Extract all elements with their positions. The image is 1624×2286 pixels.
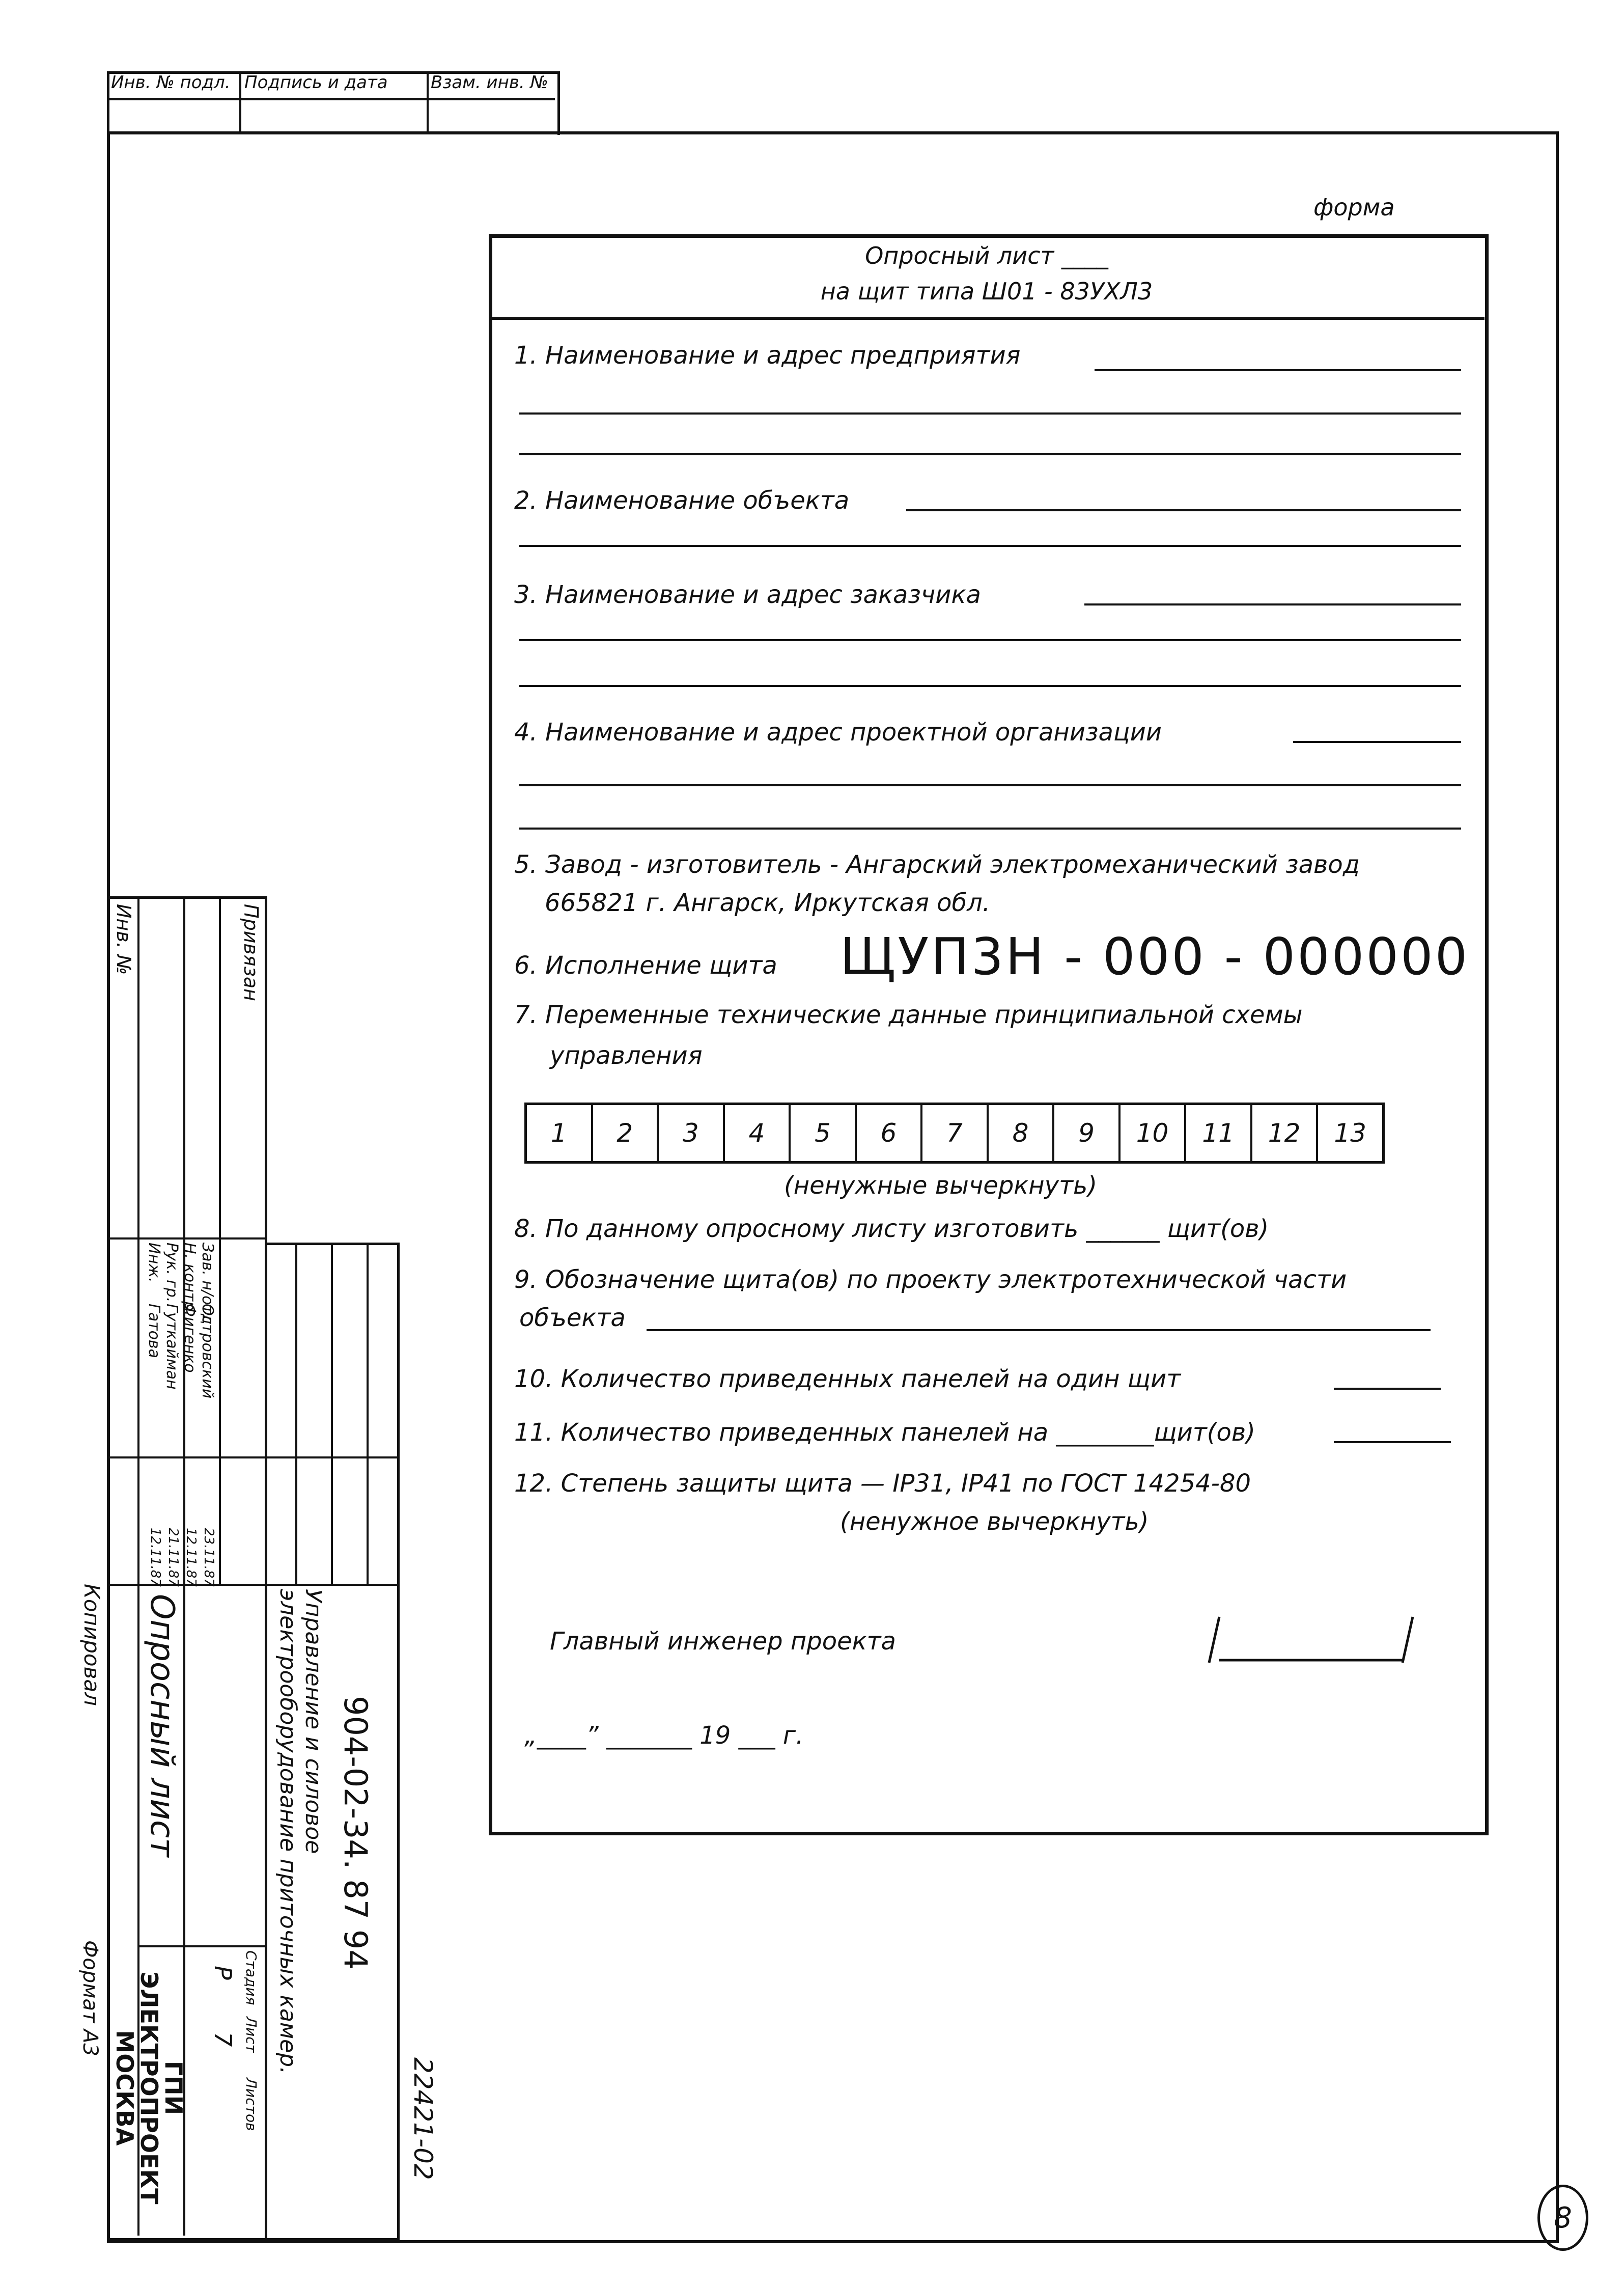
item-7-control: управления <box>550 1041 703 1070</box>
sheet-header: Лист <box>243 2017 260 2053</box>
item-3-fill-line <box>519 639 1461 641</box>
scheme-number-cell[interactable]: 3 <box>659 1105 725 1161</box>
archive-number: 22421-02 <box>408 2057 438 2180</box>
stage-value: Р <box>209 1966 237 1980</box>
item-2-fill-line <box>519 545 1461 547</box>
item-10-panels-per-unit: 10. Количество приведенных панелей на один щит <box>514 1365 1181 1393</box>
date-3: 21.11.87 <box>165 1528 181 1587</box>
forma-label: форма <box>1313 194 1395 221</box>
scheme-number-cell[interactable]: 13 <box>1334 1118 1366 1148</box>
item-4-fill-line <box>1293 741 1461 743</box>
title-block-row <box>107 1237 265 1240</box>
scheme-number-cell[interactable]: 6 <box>857 1105 923 1161</box>
item-1-fill-line <box>1095 369 1461 371</box>
scheme-number-table <box>524 1103 1385 1164</box>
format-label: Формат А3 <box>78 1940 102 2056</box>
item-1-fill-line <box>519 453 1461 455</box>
form-title-line2: на щит типа Ш01 - 83УХЛ3 <box>820 278 1153 305</box>
date-2: 12.11.87 <box>183 1528 199 1587</box>
title-block-divider <box>367 1243 369 1584</box>
item-4-fill-line <box>519 784 1461 786</box>
item-11-panels-total: 11. Количество приведенных панелей на ________щит(ов) <box>514 1418 1255 1447</box>
item-2-object: 2. Наименование объекта <box>514 486 850 515</box>
item-3-fill-line <box>1084 603 1461 605</box>
role-1: Зав. н/отд <box>199 1243 216 1325</box>
name-3: Гуткайман <box>163 1304 181 1390</box>
item-10-fill-line <box>1334 1388 1441 1390</box>
item-5-address: 665821 г. Ангарск, Иркутская обл. <box>545 889 991 917</box>
item-6-panel-code: ЩУП3Н - 000 - 000000 <box>840 927 1470 986</box>
item-3-customer: 3. Наименование и адрес заказчика <box>514 581 981 609</box>
name-1: Островский <box>199 1304 216 1399</box>
date-4: 12.11.87 <box>148 1528 163 1587</box>
item-7-note: (ненужные вычеркнуть) <box>784 1171 1098 1200</box>
scheme-number-cell[interactable]: 7 <box>922 1105 989 1161</box>
copied-by-label: Копировал <box>79 1584 104 1706</box>
scheme-number-cell[interactable]: 12 <box>1252 1105 1319 1161</box>
corner-col3-label: Взам. инв. № <box>431 72 548 93</box>
form-title-line1: Опросный лист ____ <box>865 242 1108 269</box>
item-6-label: 6. Исполнение щита <box>514 951 777 980</box>
scheme-number-cell[interactable]: 1 <box>527 1105 593 1161</box>
role-2: Н. контр. <box>181 1243 199 1316</box>
project-title: Управление и силовое электрооборудование приточных камер. <box>275 1589 326 2075</box>
organization: ГПИ ЭЛЕКТРОПРОЕКТ МОСКВА <box>111 1971 187 2205</box>
title-block-row <box>107 1456 397 1458</box>
scheme-number-cell[interactable]: 8 <box>989 1105 1055 1161</box>
item-5-manufacturer: 5. Завод - изготовитель - Ангарский электромеханический завод <box>514 850 1360 879</box>
page-number: 8 <box>1537 2185 1588 2251</box>
item-12-note: (ненужное вычеркнуть) <box>840 1507 1149 1536</box>
item-3-fill-line <box>519 685 1461 687</box>
questionnaire-form <box>489 234 1489 1835</box>
item-9-designation: 9. Обозначение щита(ов) по проекту электротехнической части <box>514 1265 1347 1294</box>
date-1: 23.11.87 <box>201 1528 216 1587</box>
item-1-fill-line <box>519 412 1461 415</box>
name-4: Гатова <box>145 1304 163 1358</box>
corner-divider <box>239 71 241 132</box>
role-3: Рук. гр. <box>163 1243 181 1303</box>
item-4-fill-line <box>519 828 1461 830</box>
sheets-header: Листов <box>243 2078 260 2131</box>
name-2: Фигенко <box>181 1304 199 1373</box>
scheme-number-cell[interactable]: 11 <box>1186 1105 1252 1161</box>
doc-title: Опросный лист <box>143 1594 181 1857</box>
item-9-object: объекта <box>519 1304 626 1332</box>
item-11-fill-line <box>1334 1441 1451 1443</box>
scheme-number-cell[interactable]: 10 <box>1121 1105 1187 1161</box>
item-2-fill-line <box>906 509 1461 511</box>
item-4-design-org: 4. Наименование и адрес проектной организации <box>514 718 1162 747</box>
corner-divider <box>427 71 429 132</box>
doc-code: 904-02-34. 87 94 <box>337 1696 374 1970</box>
privyazan-label: Привязан <box>240 904 262 1001</box>
sheet-value: 7 <box>209 2032 237 2047</box>
title-block-row <box>137 1945 265 1947</box>
date-line: „____” _______ 19 ___ г. <box>524 1721 804 1750</box>
title-block-divider <box>295 1243 297 1584</box>
item-8-quantity: 8. По данному опросному листу изготовить ______ щит(ов) <box>514 1215 1269 1243</box>
item-1-enterprise: 1. Наименование и адрес предприятия <box>514 341 1021 370</box>
signature-field[interactable] <box>1199 1614 1433 1665</box>
item-9-fill-line <box>647 1329 1431 1331</box>
chief-engineer-label: Главный инженер проекта <box>550 1627 896 1656</box>
stage-header: Стадия <box>243 1950 260 2005</box>
title-block-divider <box>219 896 221 1584</box>
scheme-number-cell[interactable]: 2 <box>593 1105 659 1161</box>
role-4: Инж. <box>145 1243 163 1283</box>
scheme-number-cell[interactable]: 4 <box>725 1105 791 1161</box>
item-7-variable-data: 7. Переменные технические данные принципиальной схемы <box>514 1001 1303 1029</box>
scheme-number-cell[interactable]: 9 <box>1054 1105 1121 1161</box>
scheme-number-cell[interactable]: 5 <box>791 1105 857 1161</box>
inv-number-label: Инв. № <box>113 904 135 975</box>
form-header-divider <box>489 317 1485 320</box>
corner-col1-label: Инв. № подл. <box>111 72 231 93</box>
corner-col2-label: Подпись и дата <box>244 72 388 93</box>
title-block-divider <box>331 1243 333 1584</box>
item-12-protection: 12. Степень защиты щита — IP31, IP41 по ГОСТ 14254-80 <box>514 1469 1251 1498</box>
